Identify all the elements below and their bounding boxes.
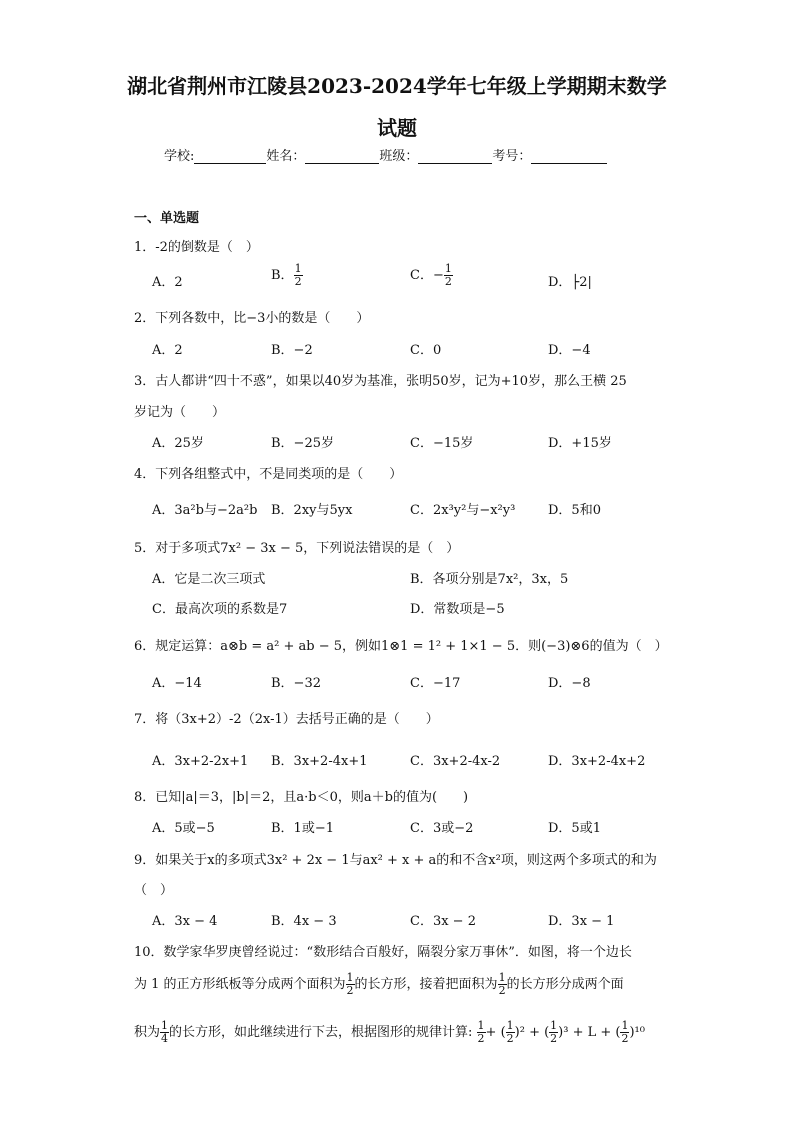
q3-option-a: A．25岁 (152, 436, 204, 451)
q7-option-d: D．3x+2-4x+2 (548, 754, 646, 769)
q1-option-b (271, 263, 303, 288)
q1-b-prefix: B． (271, 268, 294, 283)
q10-fraction-half-2: $\frac{1}{2}$ (498, 971, 506, 997)
q7-option-b: B．3x+2-4x+1 (271, 754, 368, 769)
q8-option-d: D．5或1 (548, 821, 601, 836)
q10-text-c: 的长方形分成两个面 (506, 977, 624, 992)
q1-b-fraction: $\frac{1}{2}$ (294, 262, 302, 288)
q4-option-b: B．2xy与5yx (271, 503, 353, 518)
class-label: 班级： (379, 149, 419, 164)
question-4-stem: 4．下列各组整式中，不是同类项的是（ ） (134, 467, 403, 482)
q3-option-c: C．−15岁 (410, 436, 474, 451)
q9-option-d: D．3x − 1 (548, 914, 615, 929)
q8-option-a: A．5或−5 (152, 821, 215, 836)
q3-option-b: B．−25岁 (271, 436, 334, 451)
q8-option-b: B．1或−1 (271, 821, 334, 836)
q2-option-c: C．0 (410, 343, 442, 358)
school-label: 学校: (164, 149, 195, 164)
q1-option-c (410, 263, 453, 288)
q10-plus-3: )³ + L + ( (558, 1025, 621, 1040)
q10-fraction-half-1: $\frac{1}{2}$ (346, 971, 354, 997)
number-blank[interactable] (531, 149, 607, 164)
q10-fraction-quarter: $\frac{1}{4}$ (161, 1019, 169, 1045)
q5-option-a: A．它是二次三项式 (152, 572, 266, 587)
question-9-stem-line-1: 9．如果关于x的多项式3x² + 2x − 1与ax² + x + a的和不含x²项，则这两个多项式的和为 (134, 853, 657, 868)
question-3-stem-line-1: 3．古人都讲“四十不惑”，如果以40岁为基准，张明50岁，记为+10岁，那么王横 25 (134, 374, 627, 389)
q6-option-b: B．−32 (271, 676, 321, 691)
question-9-stem-line-2: （ ） (134, 883, 174, 898)
question-5-stem: 5．对于多项式7x² − 3x − 5，下列说法错误的是（ ） (134, 541, 460, 556)
q10-sum-term-3: $\frac{1}{2}$ (550, 1019, 558, 1045)
q1-option-a: A．2 (152, 275, 183, 290)
q9-option-c: C．3x − 2 (410, 914, 476, 929)
q1-c-fraction: $\frac{1}{2}$ (444, 262, 452, 288)
q7-option-a: A．3x+2-2x+1 (152, 754, 249, 769)
question-7-stem: 7．将（3x+2）-2（2x-1）去括号正确的是（ ） (134, 712, 439, 727)
q9-option-a: A．3x − 4 (152, 914, 218, 929)
question-2-stem: 2．下列各数中，比−3小的数是（ ） (134, 311, 370, 326)
q4-option-d: D．5和0 (548, 503, 601, 518)
question-10-stem-line-1: 10．数学家华罗庚曾经说过：“数形结合百般好，隔裂分家万事休”．如图，将一个边长 (134, 945, 632, 960)
q10-text-a: 为 1 的正方形纸板等分成两个面积为 (134, 977, 346, 992)
q2-option-b: B．−2 (271, 343, 313, 358)
q3-option-d: D．+15岁 (548, 436, 612, 451)
class-blank[interactable] (418, 149, 492, 164)
q10-sum-term-2: $\frac{1}{2}$ (506, 1019, 514, 1045)
q6-option-c: C．−17 (410, 676, 461, 691)
q1-option-d: D．├2| (548, 275, 592, 290)
q6-option-d: D．−8 (548, 676, 591, 691)
q4-option-c: C．2x³y²与−x²y³ (410, 503, 516, 518)
q10-exp-10: )¹⁰ (629, 1025, 645, 1040)
q7-option-c: C．3x+2-4x-2 (410, 754, 501, 769)
q4-option-a: A．3a²b与−2a²b (152, 503, 258, 518)
q10-text-d: 积为 (134, 1025, 161, 1040)
question-3-stem-line-2: 岁记为（ ） (134, 405, 226, 420)
q2-option-d: D．−4 (548, 343, 591, 358)
q5-option-c: C．最高次项的系数是7 (152, 602, 288, 617)
q5-option-b: B．各项分别是7x²，3x，5 (410, 572, 569, 587)
q10-sum-term-1: $\frac{1}{2}$ (477, 1019, 485, 1045)
q9-option-b: B．4x − 3 (271, 914, 337, 929)
question-10-stem-line-3 (134, 1020, 645, 1045)
student-info (164, 145, 607, 164)
q10-text-e: 的长方形，如此继续进行下去，根据图形的规律计算: (169, 1025, 473, 1040)
question-8-stem: 8．已知|a|＝3，|b|＝2，且a·b＜0，则a＋b的值为( ) (134, 790, 469, 805)
q10-text-b: 的长方形，接着把面积为 (354, 977, 498, 992)
name-label: 姓名： (266, 149, 306, 164)
question-1-stem: 1．-2的倒数是（ ） (134, 240, 259, 255)
school-blank[interactable] (194, 149, 266, 164)
q10-plus-1: + ( (485, 1025, 506, 1040)
title-line-1: 湖北省荆州市江陵县2023-2024学年七年级上学期期末数学 (127, 74, 667, 98)
q8-option-c: C．3或−2 (410, 821, 474, 836)
q2-option-a: A．2 (152, 343, 183, 358)
section-heading: 一、单选题 (134, 211, 200, 226)
question-10-stem-line-2 (134, 972, 624, 997)
q10-plus-2: )² + ( (514, 1025, 550, 1040)
q10-sum-term-10: $\frac{1}{2}$ (621, 1019, 629, 1045)
title-line-2: 试题 (377, 116, 417, 140)
question-6-stem: 6．规定运算：a⊗b = a² + ab − 5，例如1⊗1 = 1² + 1×1 − 5．则(−3)⊗6的值为（ ） (134, 639, 668, 654)
q1-c-prefix: C．− (410, 268, 444, 283)
number-label: 考号： (492, 149, 532, 164)
q6-option-a: A．−14 (152, 676, 202, 691)
name-blank[interactable] (305, 149, 379, 164)
q5-option-d: D．常数项是−5 (410, 602, 505, 617)
